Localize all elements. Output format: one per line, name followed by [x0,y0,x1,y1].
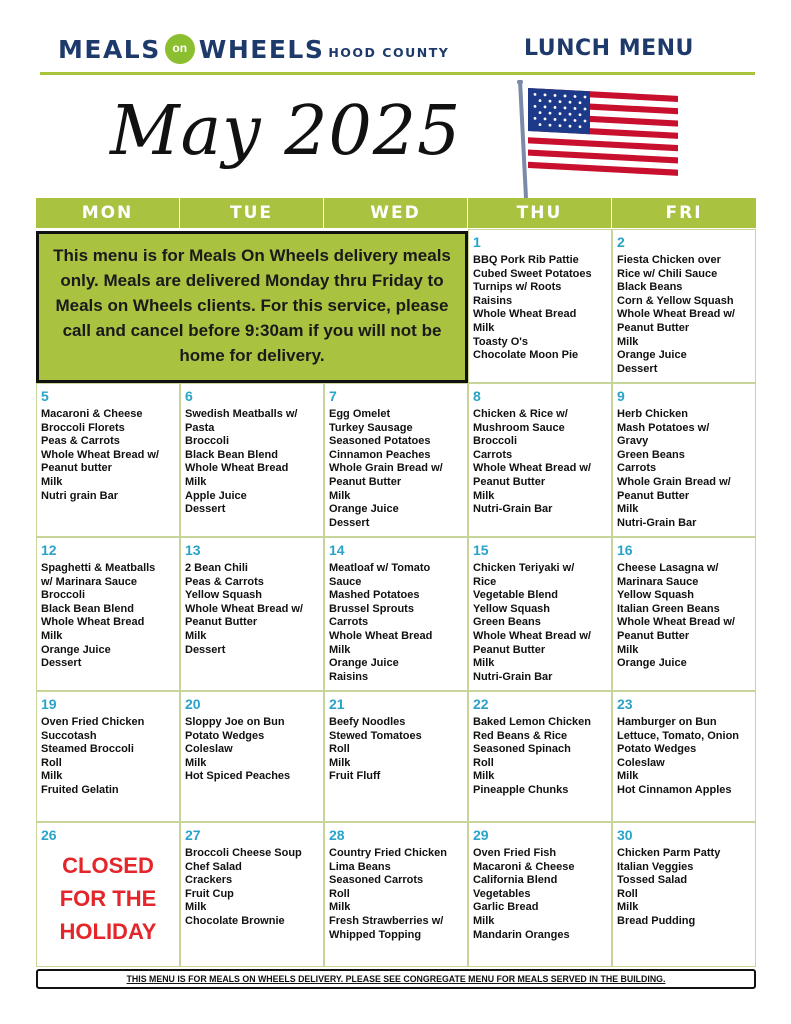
day-number: 12 [41,542,57,558]
meal-item: Macaroni & Cheese [473,860,575,873]
meal-item: Lima Beans [329,860,391,873]
meal-list [41,408,177,503]
meal-item: Herb Chicken [617,408,688,420]
meal-item: Nutri-Grain Bar [617,516,697,529]
meal-item: Raisins [473,294,513,307]
day-cell [468,229,612,383]
meal-item: Potato Wedges [617,743,697,756]
meal-item: Orange Juice [617,657,687,670]
day-cell [468,822,612,967]
meal-list [473,408,609,517]
meal-item: Hot Spiced Peaches [185,770,291,783]
day-number: 21 [329,696,345,712]
meal-item: Whole Wheat Bread [185,462,289,475]
day-number: 7 [329,388,337,404]
day-number: 14 [329,542,345,558]
meal-item: Milk [473,489,495,502]
meal-item: Broccoli [41,589,86,602]
day-number: 9 [617,388,625,404]
meal-item: Green Beans [473,616,541,629]
day-number: 5 [41,388,49,404]
meal-item: Milk [329,901,351,914]
meal-item: Italian Green Beans [617,602,720,615]
calendar-grid [36,198,756,968]
meal-item: Mushroom Sauce [473,421,565,434]
meal-item: Hot Cinnamon Apples [617,783,732,796]
meal-item: Roll [329,887,350,900]
meal-item: 2 Bean Chili [185,562,248,574]
meal-list [617,562,753,671]
delivery-notice: This menu is for Meals On Wheels delivery meals only. Meals are delivered Monday thru Friday to Meals on Wheels clients. For this service, please call and cancel before 9:30am if you will not be home for delivery. [36,231,468,383]
meal-item: Potato Wedges [185,729,265,742]
meal-item: Peanut butter [41,462,112,475]
meal-item: Vegetable Blend [473,589,558,602]
meal-item: Milk [617,770,639,783]
meal-item: Nutri grain Bar [41,489,119,502]
day-cell [36,691,180,822]
meal-item: Oven Fried Fish [473,847,557,859]
meal-item: Seasoned Spinach [473,743,571,756]
day-cell [324,383,468,537]
meal-item: Turnips w/ Roots [473,281,562,294]
meal-item: Steamed Broccoli [41,743,134,756]
meal-item: Italian Veggies [617,860,694,873]
logo-word-meals: MEALS [58,34,161,64]
meal-item: Whole Wheat Bread w/ [185,602,303,615]
meal-item: Cubed Sweet Potatoes [473,267,592,280]
meal-item: Milk [185,475,207,488]
meal-item: Mandarin Oranges [473,928,570,941]
meal-item: Chocolate Brownie [185,914,285,927]
meal-item: Dessert [185,503,226,516]
meal-item: Milk [185,901,207,914]
meal-item: Peanut Butter [617,629,690,642]
day-cell [36,822,180,967]
meal-list [329,716,465,784]
meal-item: Peanut Butter [185,616,258,629]
meal-item: Broccoli Florets [41,421,125,434]
meal-item: Coleslaw [617,756,665,769]
day-header-thu: THU [468,198,612,228]
meal-item: Macaroni & Cheese [41,408,143,420]
meal-list [41,562,177,671]
day-number: 26 [41,827,57,843]
meal-item: Chicken & Rice w/ [473,408,568,420]
meal-item: Egg Omelet [329,408,391,420]
meal-item: Carrots [617,462,657,475]
day-header-fri: FRI [612,198,756,228]
meal-list [329,847,465,942]
meal-item: Mash Potatoes w/ [617,421,710,434]
meal-item: Peanut Butter [329,475,402,488]
meal-item: Whole Wheat Bread [329,629,433,642]
meal-item: Fresh Strawberries w/ [329,914,444,927]
day-number: 28 [329,827,345,843]
meal-item: Seasoned Potatoes [329,435,431,448]
meal-item: Milk [185,629,207,642]
meal-item: Milk [41,629,63,642]
meal-item: Roll [617,887,638,900]
american-flag-icon [508,80,688,198]
meal-item: Whole Wheat Bread w/ [41,448,159,461]
day-cell [180,537,324,691]
meal-list [617,716,753,798]
meal-item: w/ Marinara Sauce [41,575,137,588]
meal-item: Dessert [41,657,82,670]
meal-item: Milk [473,770,495,783]
meal-item: Orange Juice [329,657,399,670]
meal-item: Toasty O's [473,335,528,348]
meal-item: Fruit Fluff [329,770,381,783]
meal-item: Marinara Sauce [617,575,699,588]
meal-item: Dessert [617,362,658,375]
meal-list [185,716,321,784]
meal-item: Peanut Butter [473,643,546,656]
day-cell [612,229,756,383]
meal-item: Whole Wheat Bread [41,616,145,629]
meal-item: Crackers [185,874,233,887]
meal-item: Vegetables [473,887,531,900]
month-title: May 2025 [110,92,462,171]
day-number: 1 [473,234,481,250]
meal-item: Fruited Gelatin [41,783,119,796]
closed-line: CLOSED [62,853,154,878]
meal-item: Broccoli Cheese Soup [185,847,302,859]
meal-item: Fiesta Chicken over [617,254,721,266]
day-number: 6 [185,388,193,404]
meal-item: Peanut Butter [473,475,546,488]
meal-item: Black Bean Blend [185,448,278,461]
day-cell [612,691,756,822]
meal-item: Roll [41,756,62,769]
meal-item: Black Beans [617,281,683,294]
meal-item: Pineapple Chunks [473,783,569,796]
meal-list [329,408,465,530]
header-divider [40,72,755,75]
meal-item: Brussel Sprouts [329,602,414,615]
meal-item: Apple Juice [185,489,247,502]
meal-list [185,562,321,657]
day-cell [324,691,468,822]
day-number: 19 [41,696,57,712]
day-number: 15 [473,542,489,558]
meal-item: Broccoli [473,435,518,448]
day-header-wed: WED [324,198,468,228]
meal-list [473,254,609,363]
meal-item: Carrots [329,616,369,629]
meal-item: Whole Grain Bread w/ [329,462,443,475]
meal-item: Orange Juice [41,643,111,656]
day-cell [180,822,324,967]
day-number: 29 [473,827,489,843]
meal-item: Corn & Yellow Squash [617,294,734,307]
logo-on-badge: on [165,34,195,64]
day-number: 23 [617,696,633,712]
meal-item: Carrots [473,448,513,461]
logo-word-wheels: WHEELS [198,34,325,64]
meal-item: Peas & Carrots [185,575,264,588]
meal-item: Whole Wheat Bread w/ [617,308,735,321]
meal-list [473,847,609,942]
meal-item: Stewed Tomatoes [329,729,422,742]
meal-item: California Blend [473,874,558,887]
meal-item: Milk [329,643,351,656]
meal-item: Orange Juice [617,349,687,362]
meal-item: Milk [473,914,495,927]
meal-item: Raisins [329,670,369,683]
meal-item: BBQ Pork Rib Pattie [473,254,579,266]
meal-item: Peanut Butter [617,321,690,334]
meal-item: Cinnamon Peaches [329,448,431,461]
meal-item: Whole Wheat Bread w/ [473,462,591,475]
day-cell [612,537,756,691]
meal-item: Cheese Lasagna w/ [617,562,719,574]
day-cell [180,383,324,537]
day-number: 27 [185,827,201,843]
meal-item: Country Fried Chicken [329,847,447,859]
meal-item: Mashed Potatoes [329,589,420,602]
meal-list [473,716,609,798]
meal-item: Milk [617,503,639,516]
meal-item: Sauce [329,575,362,588]
meal-item: Bread Pudding [617,914,696,927]
meal-item: Baked Lemon Chicken [473,716,591,728]
day-number: 13 [185,542,201,558]
footer-note: THIS MENU IS FOR MEALS ON WHEELS DELIVERY. PLEASE SEE CONGREGATE MENU FOR MEALS SERVED IN THE BUILDING. [36,969,756,989]
meal-item: Succotash [41,729,97,742]
meal-list [41,716,177,798]
meal-item: Whole Grain Bread w/ [617,475,731,488]
meal-item: Orange Juice [329,503,399,516]
day-cell [612,383,756,537]
day-number: 8 [473,388,481,404]
day-cell [468,537,612,691]
meal-item: Whole Wheat Bread w/ [473,629,591,642]
meal-item: Milk [185,756,207,769]
day-cell [180,691,324,822]
meal-item: Nutri-Grain Bar [473,670,553,683]
meal-item: Chef Salad [185,860,242,873]
meal-item: Beefy Noodles [329,716,406,728]
day-header-tue: TUE [180,198,324,228]
meal-item: Milk [329,489,351,502]
meal-item: Chicken Teriyaki w/ [473,562,575,574]
meal-item: Gravy [617,435,649,448]
meal-item: Black Bean Blend [41,602,134,615]
meal-item: Whipped Topping [329,928,422,941]
day-number: 20 [185,696,201,712]
meal-item: Roll [473,756,494,769]
day-cell [612,822,756,967]
menu-title: LUNCH MENU [524,36,694,61]
day-number: 16 [617,542,633,558]
meal-list [329,562,465,684]
day-number: 30 [617,827,633,843]
meal-item: Milk [41,475,63,488]
day-cell [36,537,180,691]
meal-item: Yellow Squash [185,589,263,602]
meal-item: Dessert [329,516,370,529]
meal-item: Yellow Squash [473,602,551,615]
meal-item: Tossed Salad [617,874,688,887]
day-header-mon: MON [36,198,180,228]
meal-list [185,408,321,517]
day-cell [468,691,612,822]
meal-item: Green Beans [617,448,685,461]
meal-item: Rice w/ Chili Sauce [617,267,718,280]
meal-item: Milk [473,321,495,334]
meal-item: Fruit Cup [185,887,234,900]
meal-item: Turkey Sausage [329,421,413,434]
meal-item: Nutri-Grain Bar [473,503,553,516]
meal-item: Spaghetti & Meatballs [41,562,156,574]
meal-item: Milk [41,770,63,783]
day-number: 22 [473,696,489,712]
page-header [40,30,755,74]
meal-list [617,408,753,530]
meal-item: Peanut Butter [617,489,690,502]
meal-item: Red Beans & Rice [473,729,568,742]
meal-item: Dessert [185,643,226,656]
meal-list [185,847,321,929]
meal-item: Milk [473,657,495,670]
meal-item: Lettuce, Tomato, Onion [617,729,740,742]
day-cell [324,822,468,967]
meal-item: Milk [329,756,351,769]
meal-item: Garlic Bread [473,901,539,914]
meal-item: Whole Wheat Bread w/ [617,616,735,629]
meal-item: Roll [329,743,350,756]
meal-list [617,847,753,929]
meal-item: Milk [617,643,639,656]
meal-item: Broccoli [185,435,230,448]
meal-item: Oven Fried Chicken [41,716,145,728]
meal-item: Milk [617,901,639,914]
meal-list [473,562,609,684]
meals-on-wheels-logo [58,34,449,64]
meal-item: Sloppy Joe on Bun [185,716,285,728]
meal-item: Rice [473,575,497,588]
closed-line: FOR THE [59,886,157,911]
day-cell [324,537,468,691]
meal-item: Chicken Parm Patty [617,847,721,859]
meal-item: Coleslaw [185,743,233,756]
meal-item: Whole Wheat Bread [473,308,577,321]
day-number: 2 [617,234,625,250]
meal-item: Swedish Meatballs w/ [185,408,298,420]
day-cell [468,383,612,537]
logo-county: HOOD COUNTY [328,44,450,60]
meal-list [617,254,753,376]
meal-item: Chocolate Moon Pie [473,349,579,362]
day-cell [36,383,180,537]
closed-line: HOLIDAY [59,919,157,944]
meal-item: Milk [617,335,639,348]
meal-item: Yellow Squash [617,589,695,602]
meal-item: Meatloaf w/ Tomato [329,562,431,574]
meal-item: Peas & Carrots [41,435,120,448]
meal-item: Hamburger on Bun [617,716,717,728]
meal-item: Seasoned Carrots [329,874,424,887]
meal-item: Pasta [185,421,215,434]
closed-notice [37,849,179,948]
